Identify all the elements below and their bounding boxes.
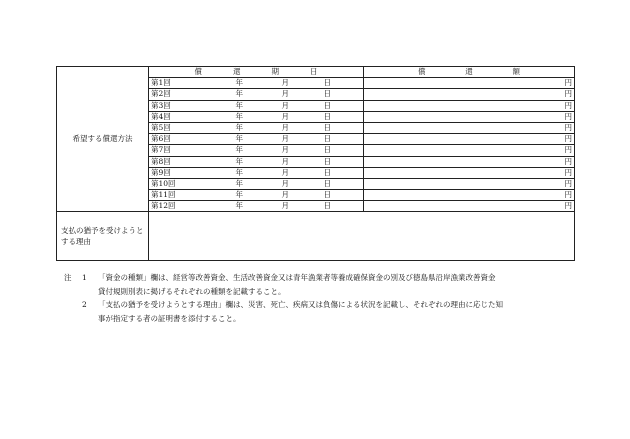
repayment-period-header: 償 還 期 日 (149, 67, 364, 78)
installment-date-cell[interactable] (149, 178, 364, 189)
installment-amount-cell[interactable] (364, 100, 575, 111)
notes-section (64, 271, 584, 325)
month-unit: 月 (281, 134, 289, 144)
installment-amount-cell[interactable] (364, 122, 575, 133)
installment-amount-cell[interactable] (364, 78, 575, 89)
month-unit: 月 (281, 78, 289, 88)
installment-label: 第1回 (151, 78, 171, 88)
day-unit: 日 (323, 201, 331, 211)
year-unit: 年 (235, 167, 243, 177)
yen-unit: 円 (564, 111, 572, 121)
installment-label: 第7回 (151, 145, 171, 155)
month-unit: 月 (281, 111, 289, 121)
day-unit: 日 (323, 156, 331, 166)
reason-input-cell[interactable] (149, 212, 575, 261)
installment-amount-cell[interactable] (364, 190, 575, 201)
year-unit: 年 (235, 89, 243, 99)
year-unit: 年 (235, 111, 243, 121)
installment-label: 第9回 (151, 167, 171, 177)
note-text: 「資金の種類」欄は、経営等改善資金、生活改善資金又は青年漁業者等養成確保資金の別及び徳島県沿岸漁業改善資金 (98, 273, 496, 282)
note-number: 2 (82, 300, 87, 309)
year-unit: 年 (235, 201, 243, 211)
installment-label: 第4回 (151, 111, 171, 121)
installment-date-cell[interactable] (149, 167, 364, 178)
yen-unit: 円 (564, 201, 572, 211)
yen-unit: 円 (564, 100, 572, 110)
installment-label: 第8回 (151, 156, 171, 166)
yen-unit: 円 (564, 156, 572, 166)
installment-label: 第11回 (151, 190, 176, 200)
day-unit: 日 (323, 78, 331, 88)
yen-unit: 円 (564, 89, 572, 99)
installment-date-cell[interactable] (149, 122, 364, 133)
year-unit: 年 (235, 123, 243, 133)
month-unit: 月 (281, 145, 289, 155)
yen-unit: 円 (564, 78, 572, 88)
month-unit: 月 (281, 167, 289, 177)
installment-amount-cell[interactable] (364, 167, 575, 178)
day-unit: 日 (323, 134, 331, 144)
installment-date-cell[interactable] (149, 201, 364, 212)
repayment-form-table (56, 66, 575, 261)
installment-date-cell[interactable] (149, 190, 364, 201)
month-unit: 月 (281, 100, 289, 110)
note-text: 「支払の猶予を受けようとする理由」欄は、災害、死亡、疾病又は負傷による状況を記載し、それぞれの理由に応じた知 (98, 300, 503, 309)
month-unit: 月 (281, 89, 289, 99)
installment-amount-cell[interactable] (364, 178, 575, 189)
day-unit: 日 (323, 100, 331, 110)
reason-label: 支払の猶予を受けようとする理由 (57, 212, 149, 261)
yen-unit: 円 (564, 167, 572, 177)
year-unit: 年 (235, 156, 243, 166)
month-unit: 月 (281, 201, 289, 211)
month-unit: 月 (281, 156, 289, 166)
day-unit: 日 (323, 178, 331, 188)
year-unit: 年 (235, 178, 243, 188)
month-unit: 月 (281, 190, 289, 200)
installment-label: 第5回 (151, 123, 171, 133)
yen-unit: 円 (564, 123, 572, 133)
day-unit: 日 (323, 167, 331, 177)
year-unit: 年 (235, 100, 243, 110)
day-unit: 日 (323, 123, 331, 133)
note-text-continued: 貸付規則別表に掲げるそれぞれの種類を記載すること。 (98, 286, 286, 296)
installment-amount-cell[interactable] (364, 201, 575, 212)
year-unit: 年 (235, 78, 243, 88)
installment-amount-cell[interactable] (364, 134, 575, 145)
year-unit: 年 (235, 145, 243, 155)
yen-unit: 円 (564, 134, 572, 144)
repayment-method-label: 希望する償還方法 (57, 67, 149, 212)
installment-label: 第10回 (151, 178, 176, 188)
reason-row (57, 212, 575, 261)
yen-unit: 円 (564, 190, 572, 200)
installment-date-cell[interactable] (149, 111, 364, 122)
day-unit: 日 (323, 190, 331, 200)
yen-unit: 円 (564, 178, 572, 188)
installment-date-cell[interactable] (149, 156, 364, 167)
installment-label: 第3回 (151, 100, 171, 110)
installment-amount-cell[interactable] (364, 89, 575, 100)
yen-unit: 円 (564, 145, 572, 155)
installment-date-cell[interactable] (149, 78, 364, 89)
month-unit: 月 (281, 123, 289, 133)
installment-label: 第12回 (151, 201, 176, 211)
installment-date-cell[interactable] (149, 89, 364, 100)
installment-date-cell[interactable] (149, 100, 364, 111)
year-unit: 年 (235, 134, 243, 144)
notes-prefix: 注 (64, 273, 72, 282)
month-unit: 月 (281, 178, 289, 188)
note-text-continued: 事が指定する者の証明書を添付すること。 (98, 313, 241, 323)
day-unit: 日 (323, 111, 331, 121)
installment-label: 第6回 (151, 134, 171, 144)
year-unit: 年 (235, 190, 243, 200)
installment-amount-cell[interactable] (364, 156, 575, 167)
day-unit: 日 (323, 89, 331, 99)
installment-date-cell[interactable] (149, 145, 364, 156)
repayment-amount-header: 償 還 額 (364, 67, 575, 78)
note-number: 1 (82, 273, 87, 282)
installment-amount-cell[interactable] (364, 111, 575, 122)
installment-date-cell[interactable] (149, 134, 364, 145)
day-unit: 日 (323, 145, 331, 155)
installment-amount-cell[interactable] (364, 145, 575, 156)
installment-label: 第2回 (151, 89, 171, 99)
